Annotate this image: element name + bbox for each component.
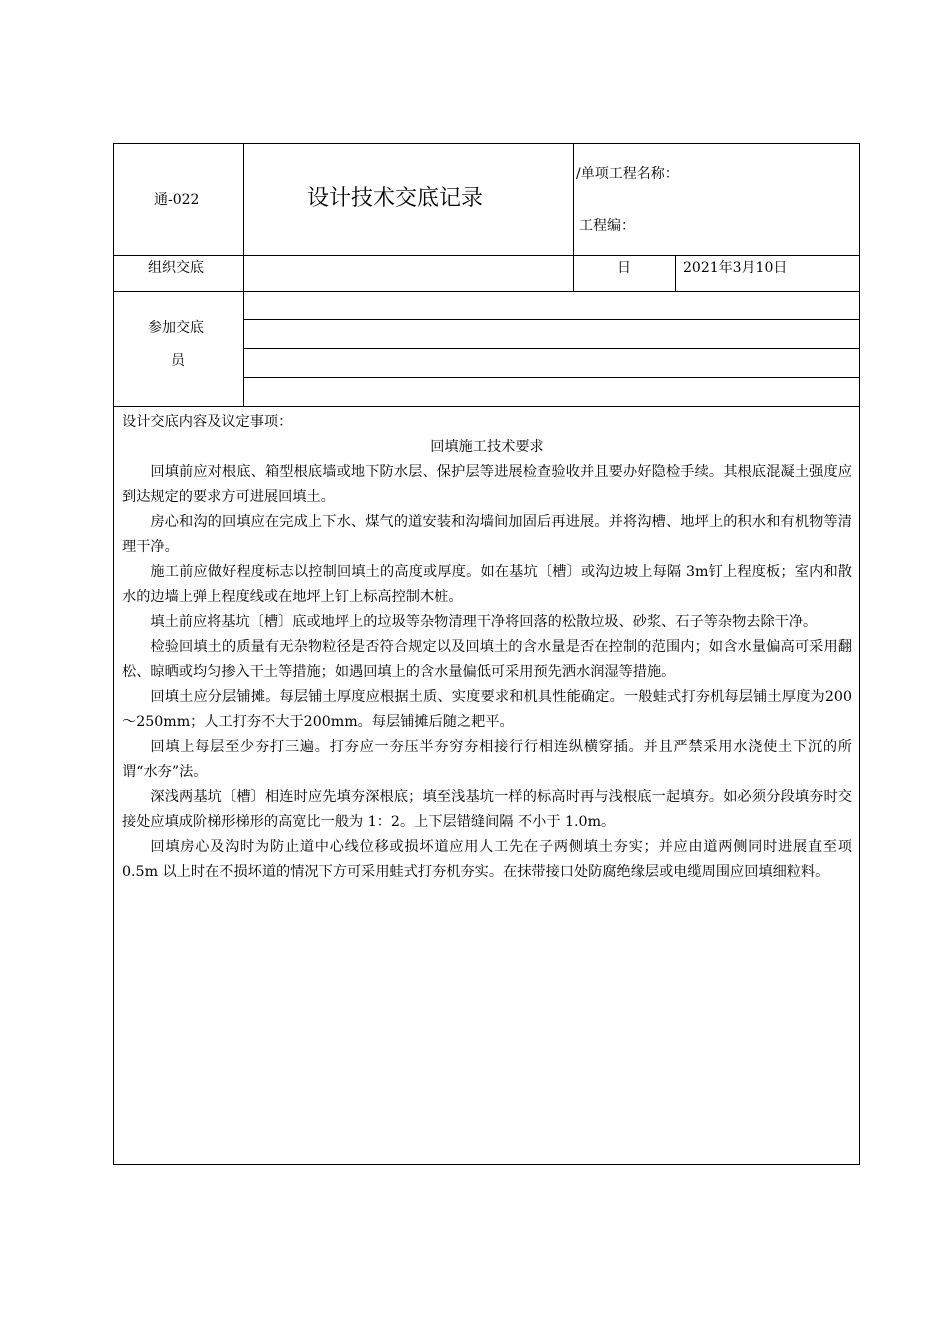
project-number-label: 工程编：	[579, 218, 635, 234]
content-paragraph: 回填前应对根底、箱型根底墙或地下防水层、保护层等进展检查验收并且要办好隐检手续。其根底混凝土强度应到达规定的要求方可进展回填土。	[122, 464, 852, 505]
form-code: 通-022	[154, 192, 200, 208]
project-name-label: /单项工程名称：	[576, 166, 679, 182]
participants-label: 员	[171, 353, 185, 369]
column-divider	[573, 144, 574, 291]
record-form	[113, 143, 860, 1165]
column-divider	[675, 255, 676, 291]
participants-label: 参加交底	[148, 320, 204, 336]
row-divider	[114, 406, 859, 407]
row-divider	[114, 255, 859, 256]
disclosure-content	[122, 410, 852, 885]
organizer-label: 组织交底	[148, 260, 204, 276]
content-paragraph: 房心和沟的回填应在完成上下水、煤气的道安装和沟墙间加固后再进展。并将沟槽、地坪上的积水和有机物等清理干净。	[122, 514, 852, 555]
column-divider	[243, 144, 244, 406]
participant-divider	[243, 377, 859, 378]
row-divider	[114, 291, 859, 292]
content-paragraph: 回填上每层至少夯打三遍。打夯应一夯压半夯穷夯相接行行相连纵横穿插。并且严禁采用水浇使土下沉的所谓“水夯”法。	[122, 739, 852, 780]
date-value: 2021年3月10日	[683, 260, 788, 276]
content-paragraph: 回填土应分层铺摊。每层铺土厚度应根据土质、实度要求和机具性能确定。一般蛙式打夯机每层铺土厚度为200～250mm；人工打夯不大于200mm。每层铺摊后随之耙平。	[122, 689, 852, 730]
participant-divider	[243, 319, 859, 320]
section-title: 回填施工技术要求	[430, 439, 544, 455]
content-paragraph: 检验回填土的质量有无杂物粒径是否符合规定以及回填土的含水量是否在控制的范围内；如含水量偏高可采用翻松、晾晒或均匀掺入干土等措施；如遇回填上的含水量偏低可采用预先洒水润湿等措施。	[122, 639, 852, 680]
date-label: 日	[617, 260, 631, 276]
content-heading: 设计交底内容及议定事项：	[122, 414, 293, 430]
content-paragraph: 填土前应将基坑〔槽〕底或地坪上的垃圾等杂物清理干净将回落的松散垃圾、砂浆、石子等杂物去除干净。	[150, 614, 818, 630]
content-paragraph: 深浅两基坑〔槽〕相连时应先填夯深根底；填至浅基坑一样的标高时再与浅根底一起填夯。如必须分段填夯时交接处应填成阶梯形梯形的高宽比一般为 1：2。上下层错缝间隔 不小于 1.0m。	[122, 789, 852, 830]
content-paragraph: 施工前应做好程度标志以控制回填土的高度或厚度。如在基坑〔槽〕或沟边坡上每隔 3m钉上程度板；室内和散水的边墙上弹上程度线或在地坪上钉上标高控制木桩。	[122, 564, 852, 605]
participant-divider	[243, 348, 859, 349]
page-title: 设计技术交底记录	[307, 186, 484, 211]
content-paragraph: 回填房心及沟时为防止道中心线位移或损坏道应用人工先在子两侧填土夯实；并应由道两侧同时进展直至项 0.5m 以上时在不损坏道的情况下方可采用蛙式打夯机夯实。在抹带接口处防腐绝缘层或电缆周围应回填细粒料。	[122, 839, 852, 880]
